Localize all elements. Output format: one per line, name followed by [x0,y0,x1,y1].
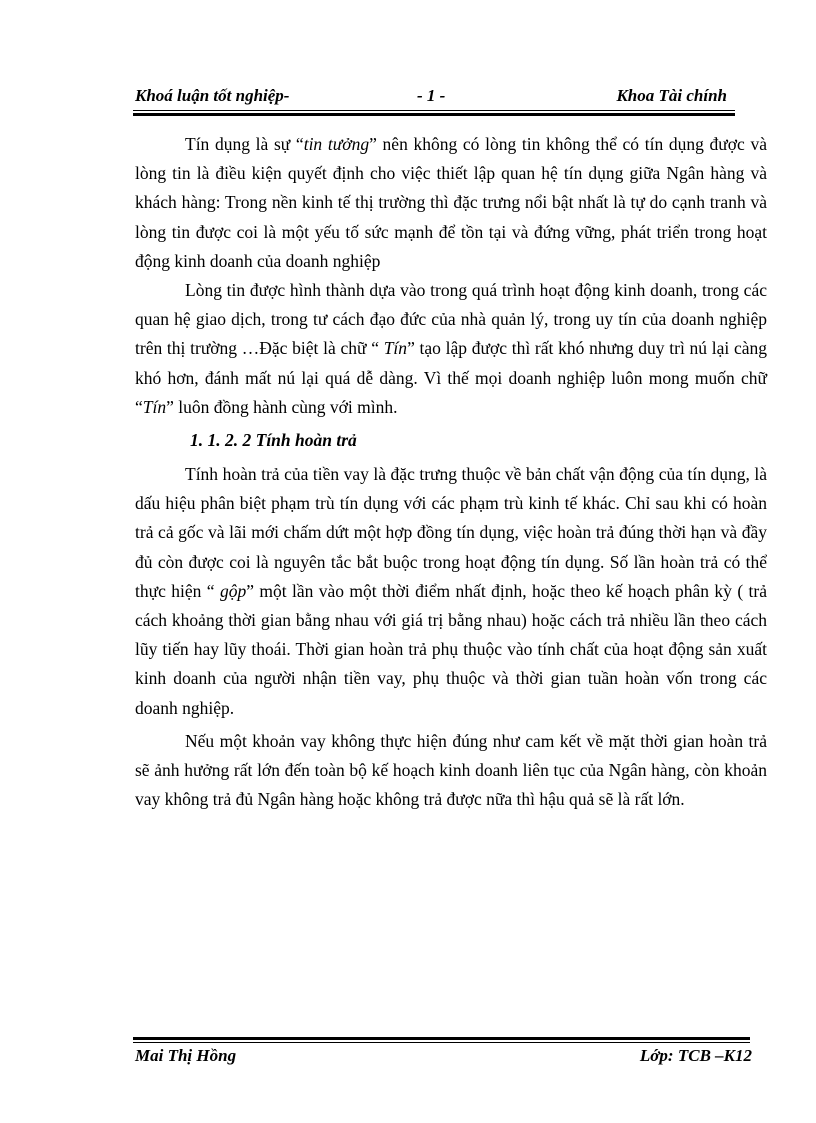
header-thesis-label: Khoá luận tốt nghiệp- [135,86,290,105]
page-body [135,130,767,814]
paragraph-confidence-text-e: ” luôn đồng hành cùng với mình. [166,396,398,417]
emphasis-tin-2: Tín [142,396,167,417]
paragraph-confidence-text-c: ” tạo lập được thì rất khó nhưng duy trì nú lại càng khó hơn, đánh mất nú lại quá dễ dàng. Vì thế mọi doanh nghiệp luôn mong muốn chữ “ [135,338,767,417]
paragraph-repayment-text-c: ” một lần vào một thời điểm nhất định, hoặc theo kế hoạch phân kỳ ( trả cách khoảng thời gian bằng nhau với giá trị bằng nhau) hoặc cách trả nhiều lần theo cách lũy tiến hay lũy thoái. Thời gian hoàn trả phụ thuộc vào tính chất của hoạt động sản xuất kinh doanh của người nhận tiền vay, phụ thuộc và thời gian tuần hoàn vốn trong các doanh nghiệp. [135,580,767,718]
emphasis-tin-tuong: tin tưởng [303,134,370,154]
paragraph-repayment [135,460,767,723]
emphasis-gop: gộp [219,580,247,601]
paragraph-trust-text-a: Tín dụng là sự “ [185,134,304,154]
section-heading: 1. 1. 2. 2 Tính hoàn trả [190,430,357,451]
header-faculty-label: Khoa Tài chính [616,86,727,105]
footer-rule-thick [133,1037,750,1040]
page-header [135,86,727,108]
page-footer [135,1046,752,1068]
paragraph-repayment-text-a: Tính hoàn trả của tiền vay là đặc trưng thuộc về bản chất vận động của tín dụng, là dấu hiệu phân biệt phạm trù tín dụng với các phạm trù kinh tế khác. Chỉ sau khi có hoàn trả cả gốc và lãi mới chấm dứt một hợp đồng tín dụng, việc hoàn trả đúng thời hạn và đầy đủ còn được coi là nguyên tắc bắt buộc trong hoạt động tín dụng. Số lần hoàn trả có thể thực hiện “ [135,464,767,601]
paragraph-confidence-text-a: Lòng tin được hình thành dựa vào trong quá trình hoạt động kinh doanh, trong các quan hệ giao dịch, trong tư cách đạo đức của nhà quản lý, trong uy tín của doanh nghiệp trên thị trường …Đặc biệt là chữ “ [135,280,767,359]
header-rule-thin [133,110,735,111]
emphasis-tin-1: Tín [383,338,408,359]
footer-rule-thin [133,1042,750,1043]
footer-author: Mai Thị Hồng [135,1046,237,1065]
paragraph-confidence [135,276,767,422]
footer-class: Lớp: TCB –K12 [639,1046,752,1065]
paragraph-trust [135,130,767,276]
paragraph-consequence: Nếu một khoản vay không thực hiện đúng như cam kết về mặt thời gian hoàn trả sẽ ảnh hưởng rất lớn đến toàn bộ kế hoạch kinh doanh liên tục của Ngân hàng, còn khoản vay không trả đủ Ngân hàng hoặc không trả được nữa thì hậu quả sẽ là rất lớn. [135,730,767,810]
header-rule-thick [133,113,735,116]
page-number: - 1 - [417,86,446,105]
paragraph-trust-text-c: ” nên không có lòng tin không thể có tín dụng được và lòng tin là điều kiện quyết định cho việc thiết lập quan hệ tín dụng giữa Ngân hàng và khách hàng: Trong nền kinh tế thị trường thì đặc trưng nổi bật nhất là tự do cạnh tranh và lòng tin được coi là một yếu tố sức mạnh để tồn tại và đứng vững, phát triển trong hoạt động kinh doanh của doanh nghiệp [135,134,767,271]
